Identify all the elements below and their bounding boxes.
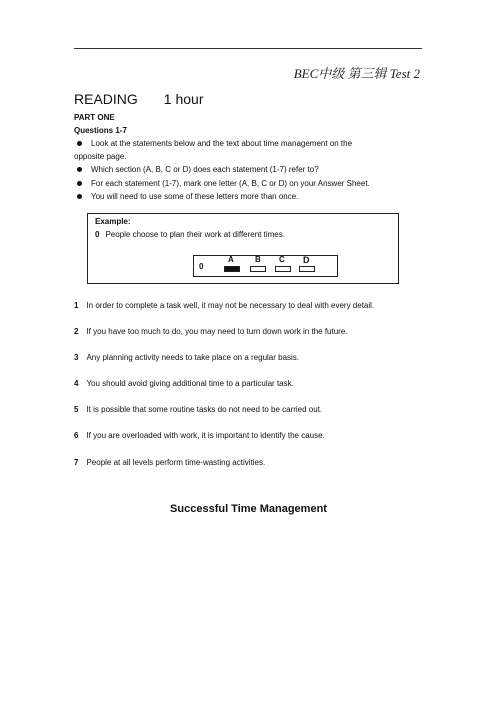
instruction-1a: Look at the statements below and the text about time management on the — [91, 139, 353, 148]
page-header: BEC中级 第三辑 Test 2 — [293, 66, 420, 81]
option-lozenge-b — [250, 266, 266, 272]
example-statement-line — [95, 230, 285, 239]
example-statement: People choose to plan their work at different times. — [105, 230, 285, 239]
question-number: 3 — [74, 353, 79, 362]
option-letter-b: B — [255, 255, 261, 264]
instruction-4: You will need to use some of these letters more than once. — [91, 192, 299, 201]
question-item — [74, 379, 294, 388]
question-number: 1 — [74, 301, 79, 310]
question-number: 6 — [74, 431, 79, 440]
option-lozenge-a — [224, 266, 240, 272]
question-item — [74, 431, 325, 440]
question-number: 5 — [74, 405, 79, 414]
question-text: In order to complete a task well, it may not be necessary to deal with every detail. — [86, 301, 375, 310]
question-item — [74, 327, 348, 336]
answer-sample-number: 0 — [199, 262, 204, 271]
question-number: 7 — [74, 458, 79, 467]
question-text: You should avoid giving additional time to a particular task. — [86, 379, 294, 388]
header-rule — [74, 48, 422, 49]
option-letter-d: D — [303, 255, 310, 265]
question-item — [74, 353, 299, 362]
question-item — [74, 458, 265, 467]
questions-range: Questions 1-7 — [74, 126, 127, 135]
question-text: If you are overloaded with work, it is important to identify the cause. — [86, 431, 325, 440]
instruction-1b: opposite page. — [74, 152, 127, 161]
instruction-2: Which section (A, B, C or D) does each statement (1-7) refer to? — [91, 165, 319, 174]
question-number: 4 — [74, 379, 79, 388]
bullet-icon — [77, 167, 82, 172]
question-text: Any planning activity needs to take place on a regular basis. — [86, 353, 300, 362]
bullet-icon — [77, 181, 82, 186]
section-heading — [74, 91, 204, 107]
example-heading: Example: — [95, 217, 131, 226]
question-number: 2 — [74, 327, 79, 336]
bullet-icon — [77, 194, 82, 199]
section-title: READING — [74, 91, 138, 107]
section-duration: 1 hour — [163, 91, 204, 107]
question-text: If you have too much to do, you may need to turn down work in the future. — [86, 327, 348, 336]
question-text: It is possible that some routine tasks do not need to be carried out. — [86, 405, 323, 414]
question-item — [74, 301, 374, 310]
bullet-icon — [77, 141, 82, 146]
part-label: PART ONE — [74, 113, 115, 122]
option-lozenge-d — [299, 266, 315, 272]
question-item — [74, 405, 322, 414]
question-text: People at all levels perform time-wasting activities. — [86, 458, 266, 467]
article-title: Successful Time Management — [170, 503, 327, 515]
option-letter-c: C — [279, 255, 285, 264]
option-letter-a: A — [228, 255, 234, 264]
instruction-3: For each statement (1-7), mark one letter (A, B, C or D) on your Answer Sheet. — [91, 179, 370, 188]
example-number: 0 — [95, 230, 100, 239]
option-lozenge-c — [275, 266, 291, 272]
